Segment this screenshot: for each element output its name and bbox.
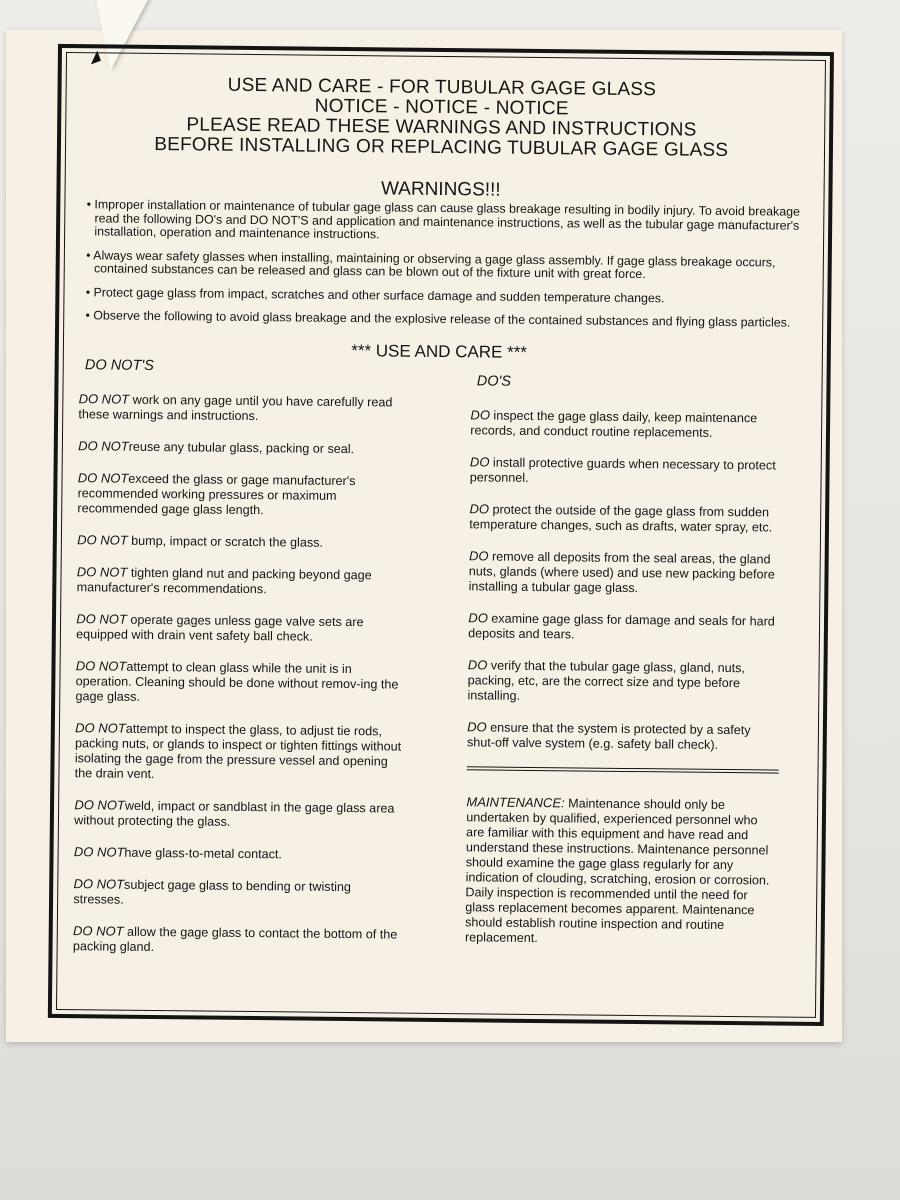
dont-item: DO NOTsubject gage glass to bending or twisting stresses. (73, 875, 352, 907)
dont-item: DO NOT operate gages unless gage valve sets are equipped with drain vent safety ball check. (76, 610, 364, 644)
dont-item: DO NOTattempt to clean glass while the unit is in operation. Cleaning should be done without remov-ing the gage glass. (75, 657, 399, 704)
title-line-1: USE AND CARE - FOR TUBULAR GAGE GLASS (227, 74, 657, 101)
do-item: DO verify that the tubular gage glass, gland, nuts, packing, etc, are the correct size and type before installing. (467, 656, 746, 703)
dos-heading: DO'S (476, 372, 512, 390)
warning-bullet: • Always wear safety glasses when installing, maintaining or observing a gage glass assembly. If gage glass breakage occurs, contained substances can be released and glass can be blown out of the fixture unit with great force. (86, 247, 776, 282)
do-item: DO remove all deposits from the seal areas, the gland nuts, glands (where used) and use new packing before installing a tubular gage glass. (468, 547, 775, 595)
dont-item: DO NOT allow the gage glass to contact the bottom of the packing gland. (72, 922, 398, 954)
dont-item: DO NOTattempt to inspect the glass, to adjust tie rods, packing nuts, or glands to inspect or tighten fittings without isolating the gage from the pressure vessel and opening the drain vent. (74, 719, 402, 781)
do-item: DO examine gage glass for damage and seals for hard deposits and tears. (468, 609, 775, 641)
dont-item: DO NOTexceed the glass or gage manufacturer's recommended working pressures or maximum recommended gage glass length. (77, 469, 356, 517)
warnings-heading: WARNINGS!!! (380, 178, 501, 201)
notice-content (72, 74, 802, 1004)
do-item: DO protect the outside of the gage glass from sudden temperature changes, such as drafts, water spray, etc. (469, 500, 773, 534)
dont-item: DO NOT work on any gage until you have carefully read these warnings and instructions. (78, 390, 393, 423)
title-line-4: BEFORE INSTALLING OR REPLACING TUBULAR GAGE GLASS (154, 133, 729, 162)
dont-item: DO NOT bump, impact or scratch the glass. (77, 531, 324, 550)
donts-column (73, 357, 409, 973)
dont-item: DO NOT tighten gland nut and packing beyond gage manufacturer's recommendations. (76, 563, 372, 596)
warning-bullet: • Observe the following to avoid glass breakage and the explosive release of the contained substances and flying glass particles. (85, 308, 791, 330)
dont-item: DO NOTreuse any tubular glass, packing or seal. (78, 437, 355, 456)
dos-column (465, 373, 783, 964)
title-line-3: PLEASE READ THESE WARNINGS AND INSTRUCTIONS (186, 114, 697, 141)
dont-item: DO NOTweld, impact or sandblast in the gage glass area without protecting the glass. (74, 796, 395, 829)
title-line-2: NOTICE - NOTICE - NOTICE (314, 95, 569, 120)
donts-heading: DO NOT'S (84, 356, 154, 374)
corner-arrow-icon: ◢ (85, 46, 102, 66)
maintenance-note: MAINTENANCE: Maintenance should only be undertaken by qualified, experienced personnel who are familiar with this equipment and have read and understand these instructions. Maintenance personnel should examine the gage glass regularly for any indication of clouding, scratching, erosion or corrosion. Daily inspection is recommended until the need for glass replacement becomes apparent. Maintenance should establish routine inspection and routine replacement. (464, 793, 770, 945)
do-item: DO inspect the gage glass daily, keep maintenance records, and conduct routine replacements. (470, 406, 758, 440)
warning-bullet: • Improper installation or maintenance of tubular gage glass can cause glass breakage resulting in bodily injury. To avoid breakage read the following DO's and DO NOT'S and application and maintenance instructions, as well as the tubular gage manufacturer's installation, operation and maintenance instructions. (86, 197, 801, 242)
use-and-care-heading: *** USE AND CARE *** (351, 340, 528, 362)
instruction-columns (72, 357, 799, 1005)
section-divider (467, 766, 779, 773)
dont-item: DO NOThave glass-to-metal contact. (73, 843, 283, 861)
warning-bullet: • Protect gage glass from impact, scratches and other surface damage and sudden temperature changes. (85, 284, 665, 305)
do-item: DO ensure that the system is protected by a safety shut-off valve system (e.g. safety ball check). (466, 718, 751, 752)
do-item: DO install protective guards when necessary to protect personnel. (469, 453, 776, 485)
